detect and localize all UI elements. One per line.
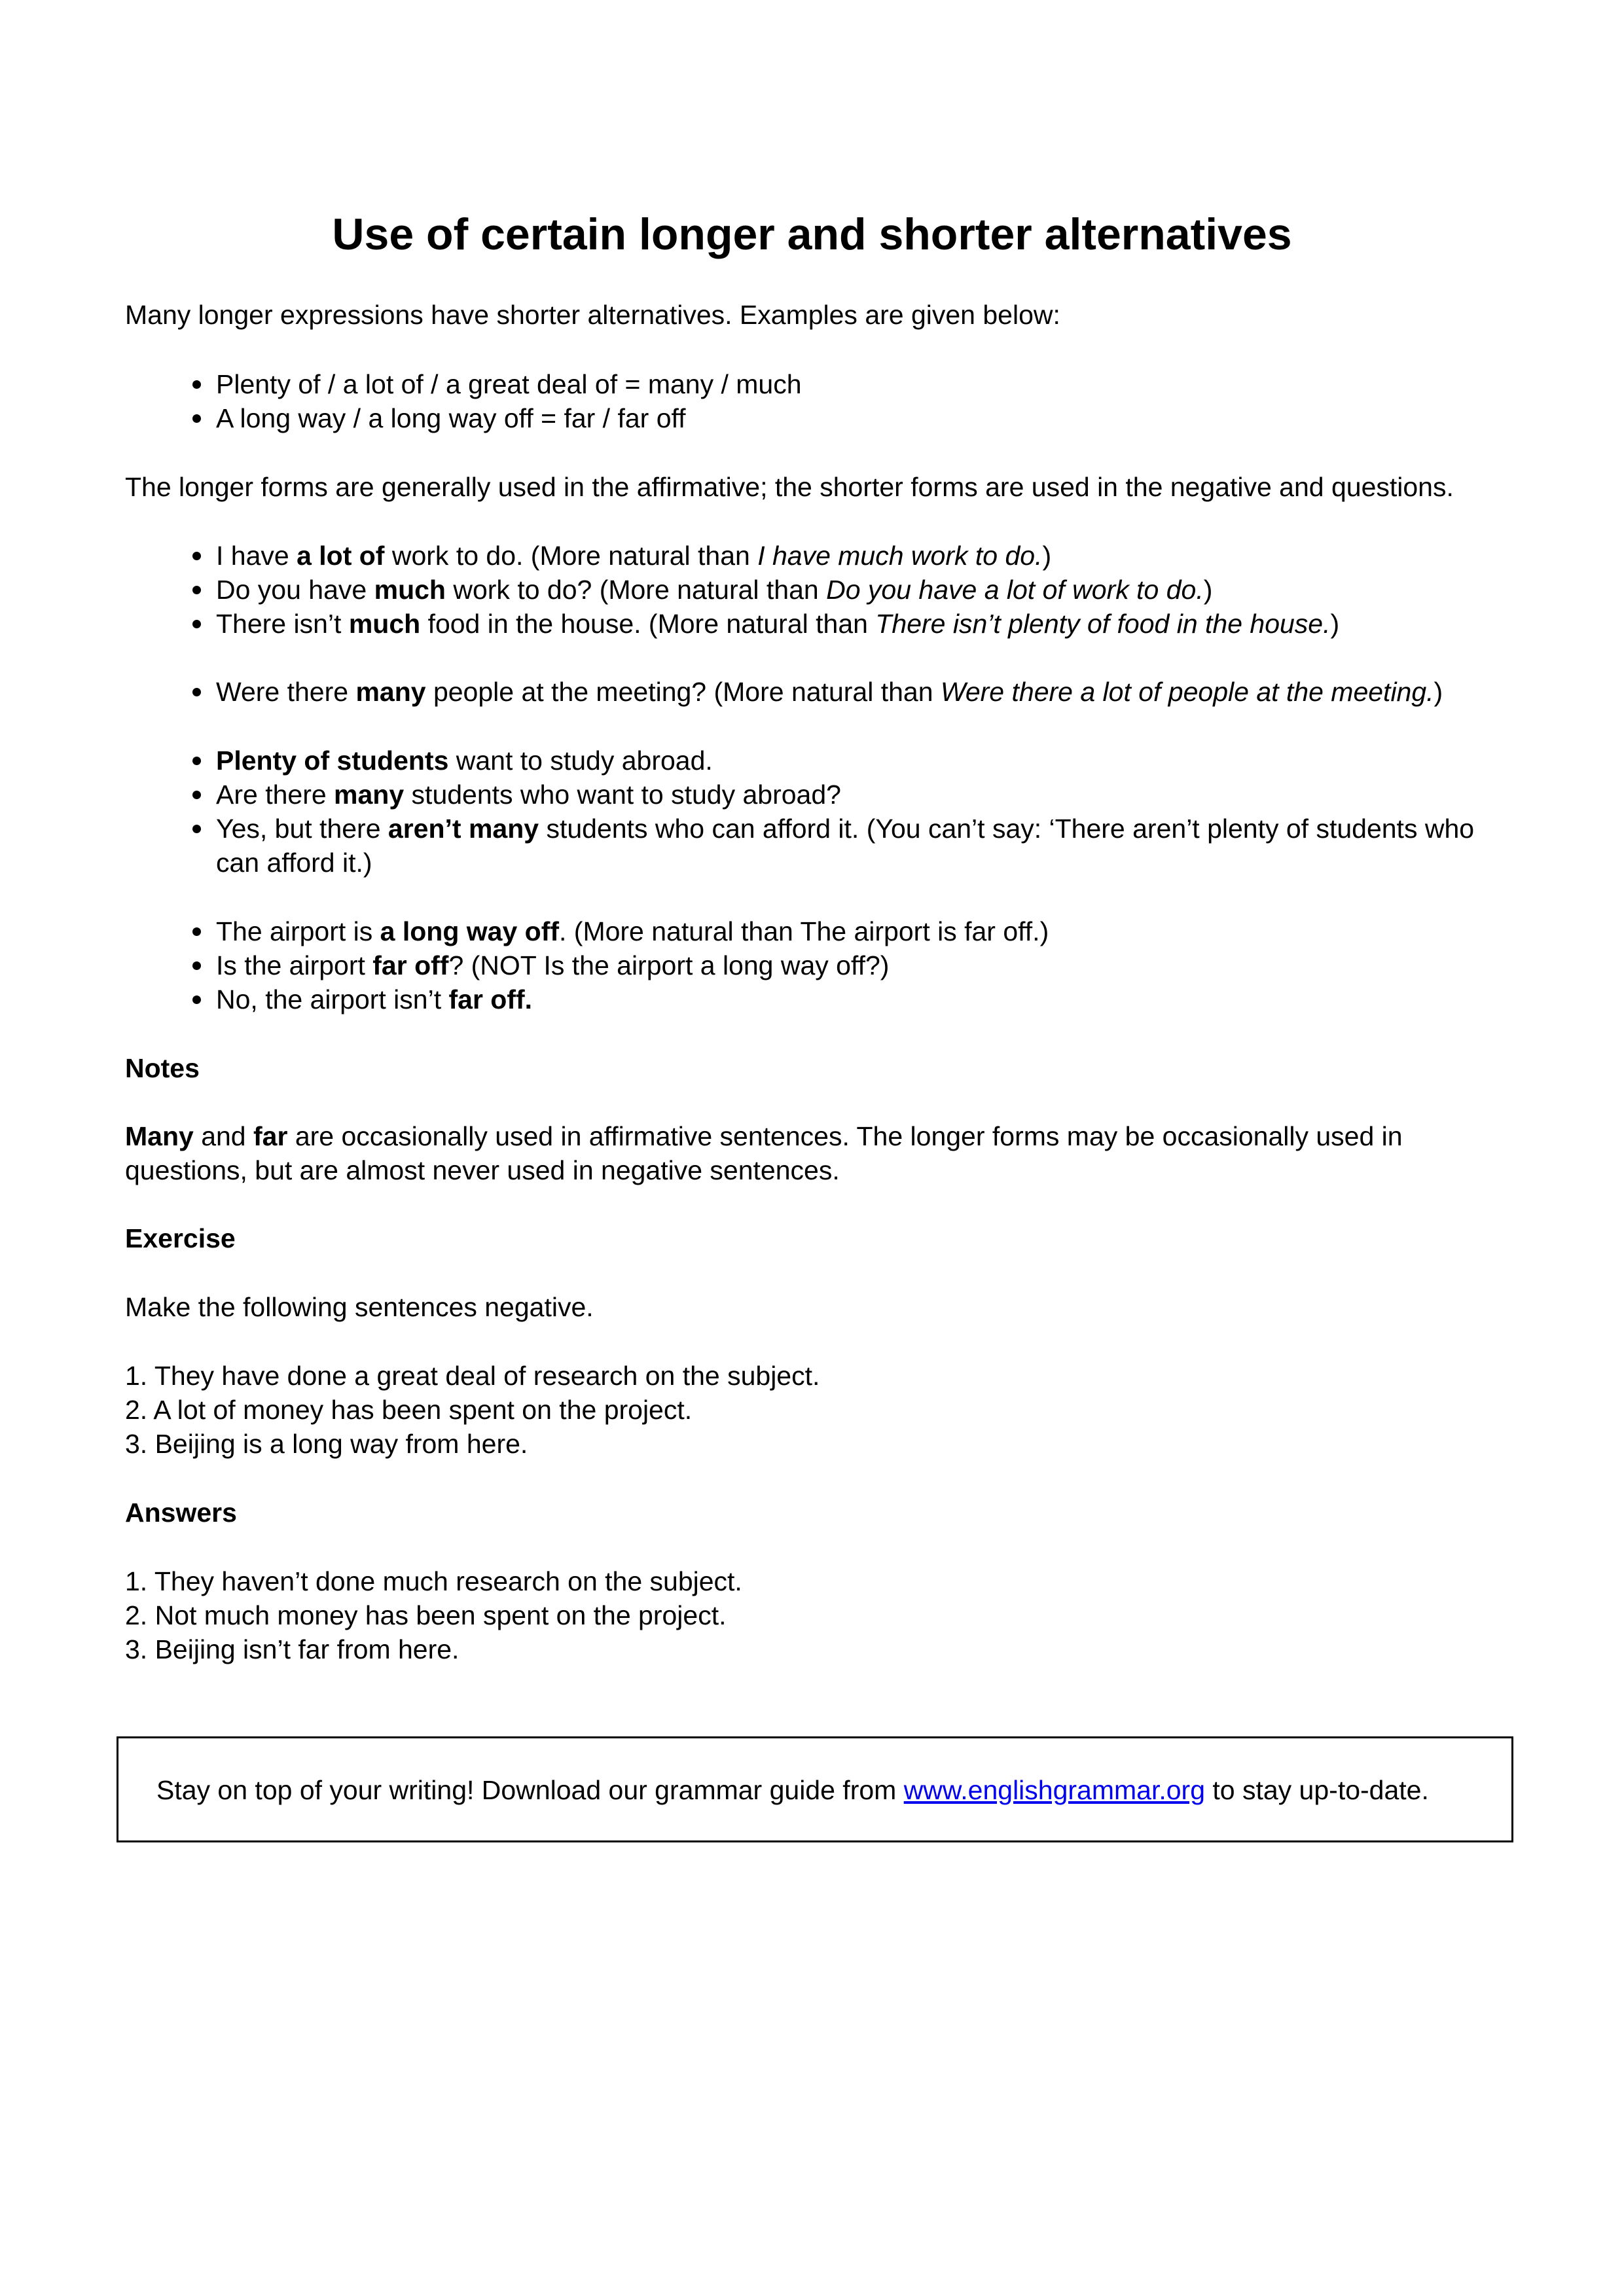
example-item: Were there many people at the meeting? (More natural than Were there a lot of people at the meeting.) [216,675,1492,709]
page-title: Use of certain longer and shorter alternatives [332,209,1292,259]
englishgrammar-link[interactable]: www.englishgrammar.org [903,1775,1205,1805]
notes-heading: Notes [125,1053,200,1083]
exercise-item: 1. They have done a great deal of research on the subject. [125,1361,820,1391]
example-item: There isn’t much food in the house. (More natural than There isn’t plenty of food in the house.) [216,607,1492,641]
exercise-item: 3. Beijing is a long way from here. [125,1429,528,1459]
example-item: Is the airport far off? (NOT Is the airport a long way off?) [216,948,1492,982]
example-item: Do you have much work to do? (More natural than Do you have a lot of work to do.) [216,573,1492,607]
example-item: Are there many students who want to study abroad? [216,778,1492,812]
answers-heading: Answers [125,1498,237,1528]
footer-promo-text: Stay on top of your writing! Download our grammar guide from www.englishgrammar.org to stay up-to-date. [156,1775,1429,1805]
intro-paragraph: Many longer expressions have shorter alternatives. Examples are given below: [125,300,1060,330]
example-item: Plenty of students want to study abroad. [216,744,1492,778]
answer-item: 2. Not much money has been spent on the project. [125,1600,727,1630]
example-item: I have a lot of work to do. (More natural than I have much work to do.) [216,539,1492,573]
answer-item: 1. They haven’t done much research on the subject. [125,1566,742,1596]
alternative-item: A long way / a long way off = far / far off [216,401,1492,435]
exercise-heading: Exercise [125,1223,236,1253]
notes-paragraph: Many and far are occasionally used in affirmative sentences. The longer forms may be occasionally used in questions, but are almost never used in negative sentences. [125,1121,1403,1185]
exercise-item: 2. A lot of money has been spent on the project. [125,1395,693,1425]
example-item: The airport is a long way off. (More natural than The airport is far off.) [216,914,1492,948]
footer-promo-box [117,1736,1513,1842]
example-item: No, the airport isn’t far off. [216,982,1492,1016]
example-item: Yes, but there aren’t many students who can afford it. (You can’t say: ‘There aren’t plenty of students who can afford it.) [216,812,1492,880]
answer-item: 3. Beijing isn’t far from here. [125,1634,460,1664]
alternative-item: Plenty of / a lot of / a great deal of = many / much [216,367,1492,401]
exercise-instruction: Make the following sentences negative. [125,1292,594,1322]
usage-rule-paragraph: The longer forms are generally used in the affirmative; the shorter forms are used in the negative and questions. [125,472,1454,502]
